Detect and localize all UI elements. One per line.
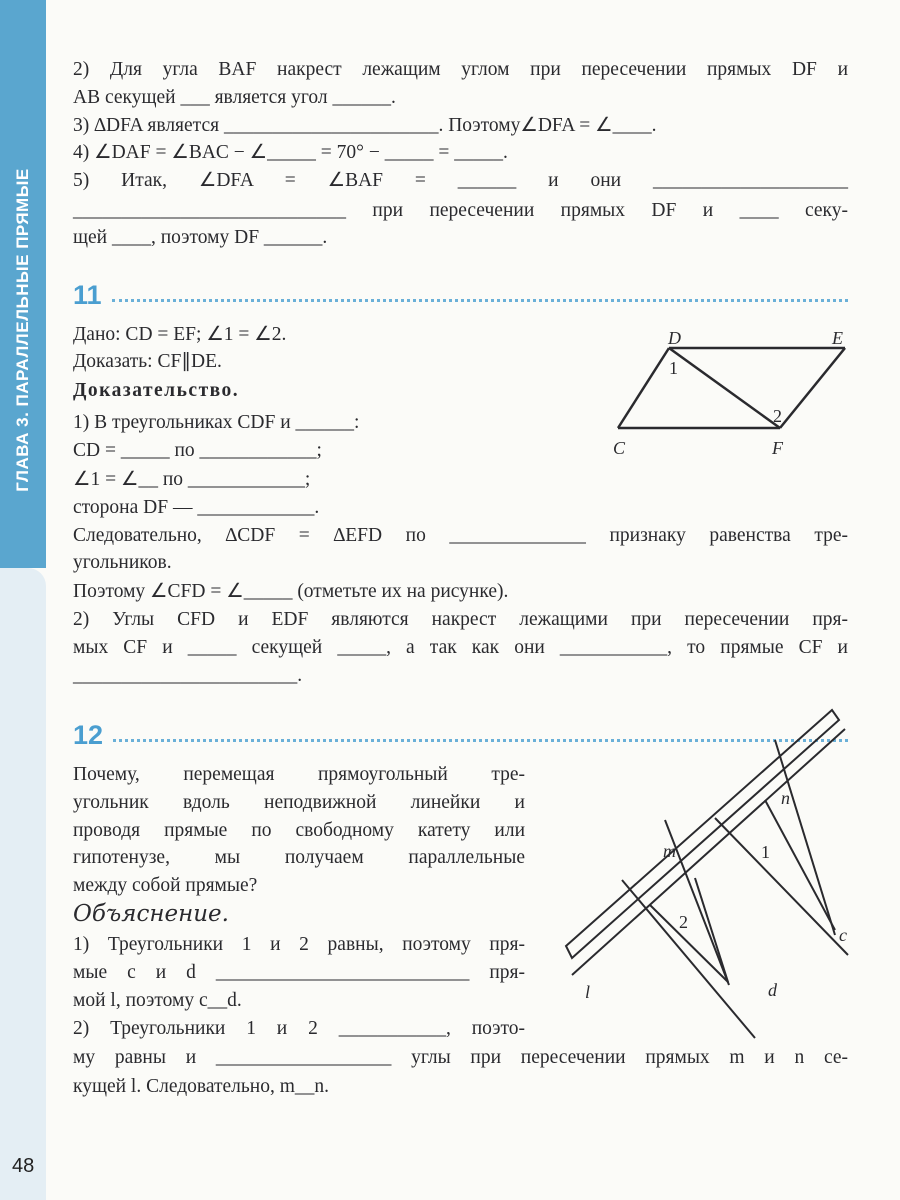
text-line: угольников. — [73, 552, 172, 573]
question-line: Почему, перемещая прямоугольный тре- — [73, 764, 525, 785]
label-d: d — [768, 980, 777, 1000]
text-line: 5) Итак, ∠DFA = ∠BAF = ______ и они ____________________ — [73, 170, 848, 191]
line-d — [622, 880, 755, 1038]
label-n: n — [781, 788, 790, 808]
label-m: m — [663, 841, 676, 861]
label-angle-2: 2 — [773, 406, 782, 426]
label-triangle-2: 2 — [679, 912, 688, 932]
text-line: ____________________________ при пересечении прямых DF и ____ секу- — [73, 200, 848, 221]
given-line: Дано: CD = EF; ∠1 = ∠2. — [73, 324, 287, 345]
label-triangle-1: 1 — [761, 842, 770, 862]
text-line: сторона DF — ____________. — [73, 497, 320, 518]
proof-heading: Доказательство. — [73, 380, 240, 401]
text-line: мых CF и _____ секущей _____, а так как они ___________, то прямые CF и — [73, 637, 848, 658]
label-c: C — [613, 438, 626, 458]
text-line: 1) В треугольниках CDF и ______: — [73, 412, 360, 433]
line-n — [775, 740, 835, 935]
figure-12-ruler-triangles — [566, 710, 848, 1038]
text-line: 2) Для угла BAF накрест лежащим углом при пересечении прямых DF и — [73, 59, 848, 80]
label-d: D — [668, 328, 681, 348]
text-line: Следовательно, ∆CDF = ∆EFD по ______________ признаку равенства тре- — [73, 525, 848, 546]
text-line: 2) Углы CFD и EDF являются накрест лежащими при пересечении пря- — [73, 609, 848, 630]
page-number: 48 — [12, 1155, 35, 1177]
line-l — [572, 729, 845, 975]
answer-line: кущей l. Следовательно, m__n. — [73, 1076, 330, 1097]
label-angle-1: 1 — [669, 358, 678, 378]
question-line: угольник вдоль неподвижной линейки и — [73, 792, 525, 813]
text-line: CD = _____ по ____________; — [73, 440, 322, 461]
answer-line: 1) Треугольники 1 и 2 равны, поэтому пря- — [73, 934, 525, 955]
label-f: F — [772, 438, 783, 458]
prove-line: Доказать: CF∥DE. — [73, 351, 222, 372]
segment-df — [669, 348, 780, 428]
question-line: гипотенузе, мы получаем параллельные — [73, 847, 525, 868]
task-number: 12 — [73, 719, 104, 750]
segment-cd — [618, 348, 669, 428]
label-c: c — [839, 925, 847, 945]
figure-11-parallelogram — [618, 348, 845, 428]
question-line: проводя прямые по свободному катету или — [73, 820, 525, 841]
chapter-title: ГЛАВА 3. ПАРАЛЛЕЛЬНЫЕ ПРЯМЫЕ — [13, 168, 32, 492]
answer-line: мые c и d __________________________ пря- — [73, 962, 525, 983]
question-line: между собой прямые? — [73, 875, 258, 896]
ruler — [566, 710, 839, 958]
text-line: Поэтому ∠CFD = ∠_____ (отметьте их на рисунке). — [73, 581, 509, 602]
label-l: l — [585, 982, 591, 1002]
answer-line: мой l, поэтому c__d. — [73, 990, 242, 1011]
text-line: _______________________. — [73, 665, 303, 686]
text-line: 3) ∆DFA является ______________________. Поэтому∠DFA = ∠____. — [73, 115, 657, 136]
line-c — [715, 818, 848, 955]
text-line: щей ____, поэтому DF ______. — [73, 227, 328, 248]
label-e: E — [832, 328, 843, 348]
answer-line: му равны и __________________ углы при пересечении прямых m и n се- — [73, 1047, 848, 1068]
explanation-heading: Объяснение. — [73, 901, 229, 927]
segment-ef — [780, 348, 845, 428]
text-line: ∠1 = ∠__ по ____________; — [73, 469, 311, 490]
text-line: 4) ∠DAF = ∠BAC − ∠_____ = 70° − _____ = _____. — [73, 142, 508, 163]
text-line: AB секущей ___ является угол ______. — [73, 87, 396, 108]
answer-line: 2) Треугольники 1 и 2 ___________, поэто- — [73, 1018, 525, 1039]
task-number: 11 — [73, 279, 102, 310]
